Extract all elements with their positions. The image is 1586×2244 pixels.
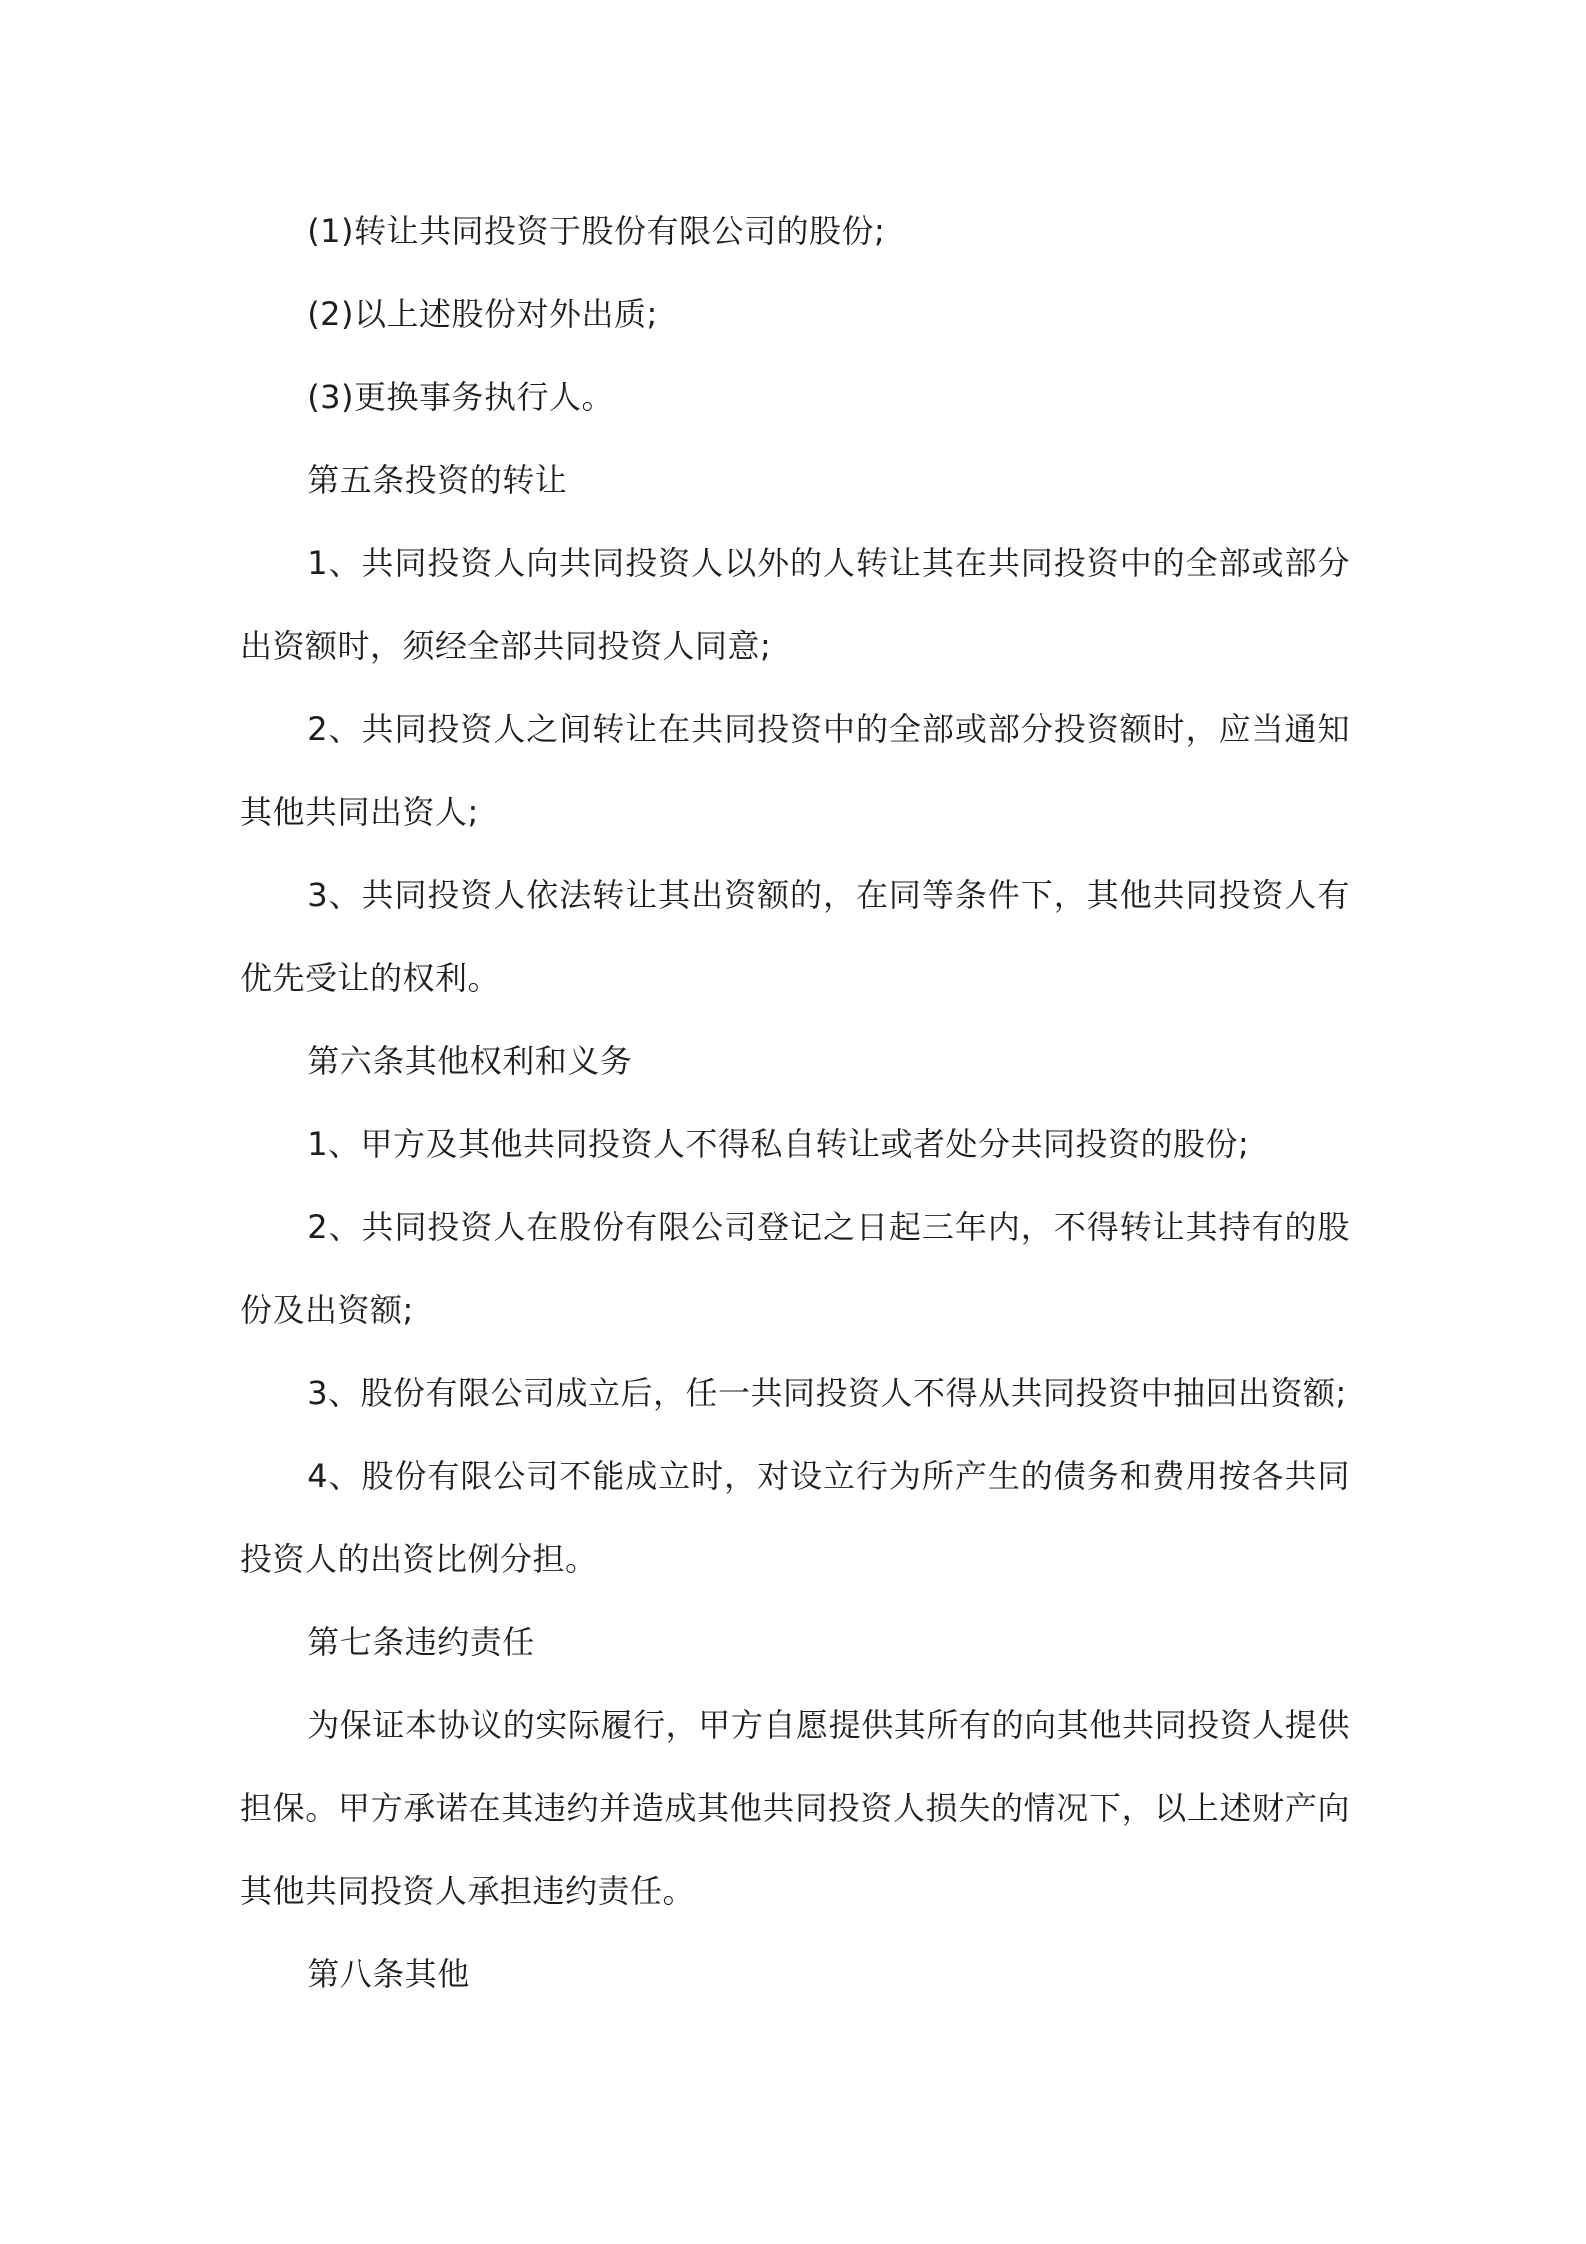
article-7-heading: 第七条违约责任 — [307, 1623, 535, 1661]
article-8-heading: 第八条其他 — [307, 1955, 470, 1993]
article-6-item-2: 2、共同投资人在股份有限公司登记之日起三年内，不得转让其持有的股份及出资额; — [240, 1208, 1350, 1329]
article-6-heading: 第六条其他权利和义务 — [307, 1042, 633, 1080]
article-6-item-3: 3、股份有限公司成立后，任一共同投资人不得从共同投资中抽回出资额; — [307, 1374, 1347, 1412]
document-body — [240, 190, 1350, 2016]
article-7-body: 为保证本协议的实际履行，甲方自愿提供其所有的向其他共同投资人提供担保。甲方承诺在其违约并造成其他共同投资人损失的情况下，以上述财产向其他共同投资人承担违约责任。 — [240, 1706, 1350, 1910]
article-5-item-3: 3、共同投资人依法转让其出资额的，在同等条件下，其他共同投资人有优先受让的权利。 — [240, 876, 1350, 997]
clause-item-1: (1)转让共同投资于股份有限公司的股份; — [307, 212, 886, 250]
article-5-heading: 第五条投资的转让 — [307, 461, 568, 499]
article-6-item-1: 1、甲方及其他共同投资人不得私自转让或者处分共同投资的股份; — [307, 1125, 1250, 1163]
article-5-item-1: 1、共同投资人向共同投资人以外的人转让其在共同投资中的全部或部分出资额时，须经全部共同投资人同意; — [240, 544, 1350, 665]
clause-item-3: (3)更换事务执行人。 — [307, 378, 615, 416]
clause-item-2: (2)以上述股份对外出质; — [307, 295, 658, 333]
article-5-item-2: 2、共同投资人之间转让在共同投资中的全部或部分投资额时，应当通知其他共同出资人; — [240, 710, 1350, 831]
article-6-item-4: 4、股份有限公司不能成立时，对设立行为所产生的债务和费用按各共同投资人的出资比例分担。 — [240, 1457, 1350, 1578]
